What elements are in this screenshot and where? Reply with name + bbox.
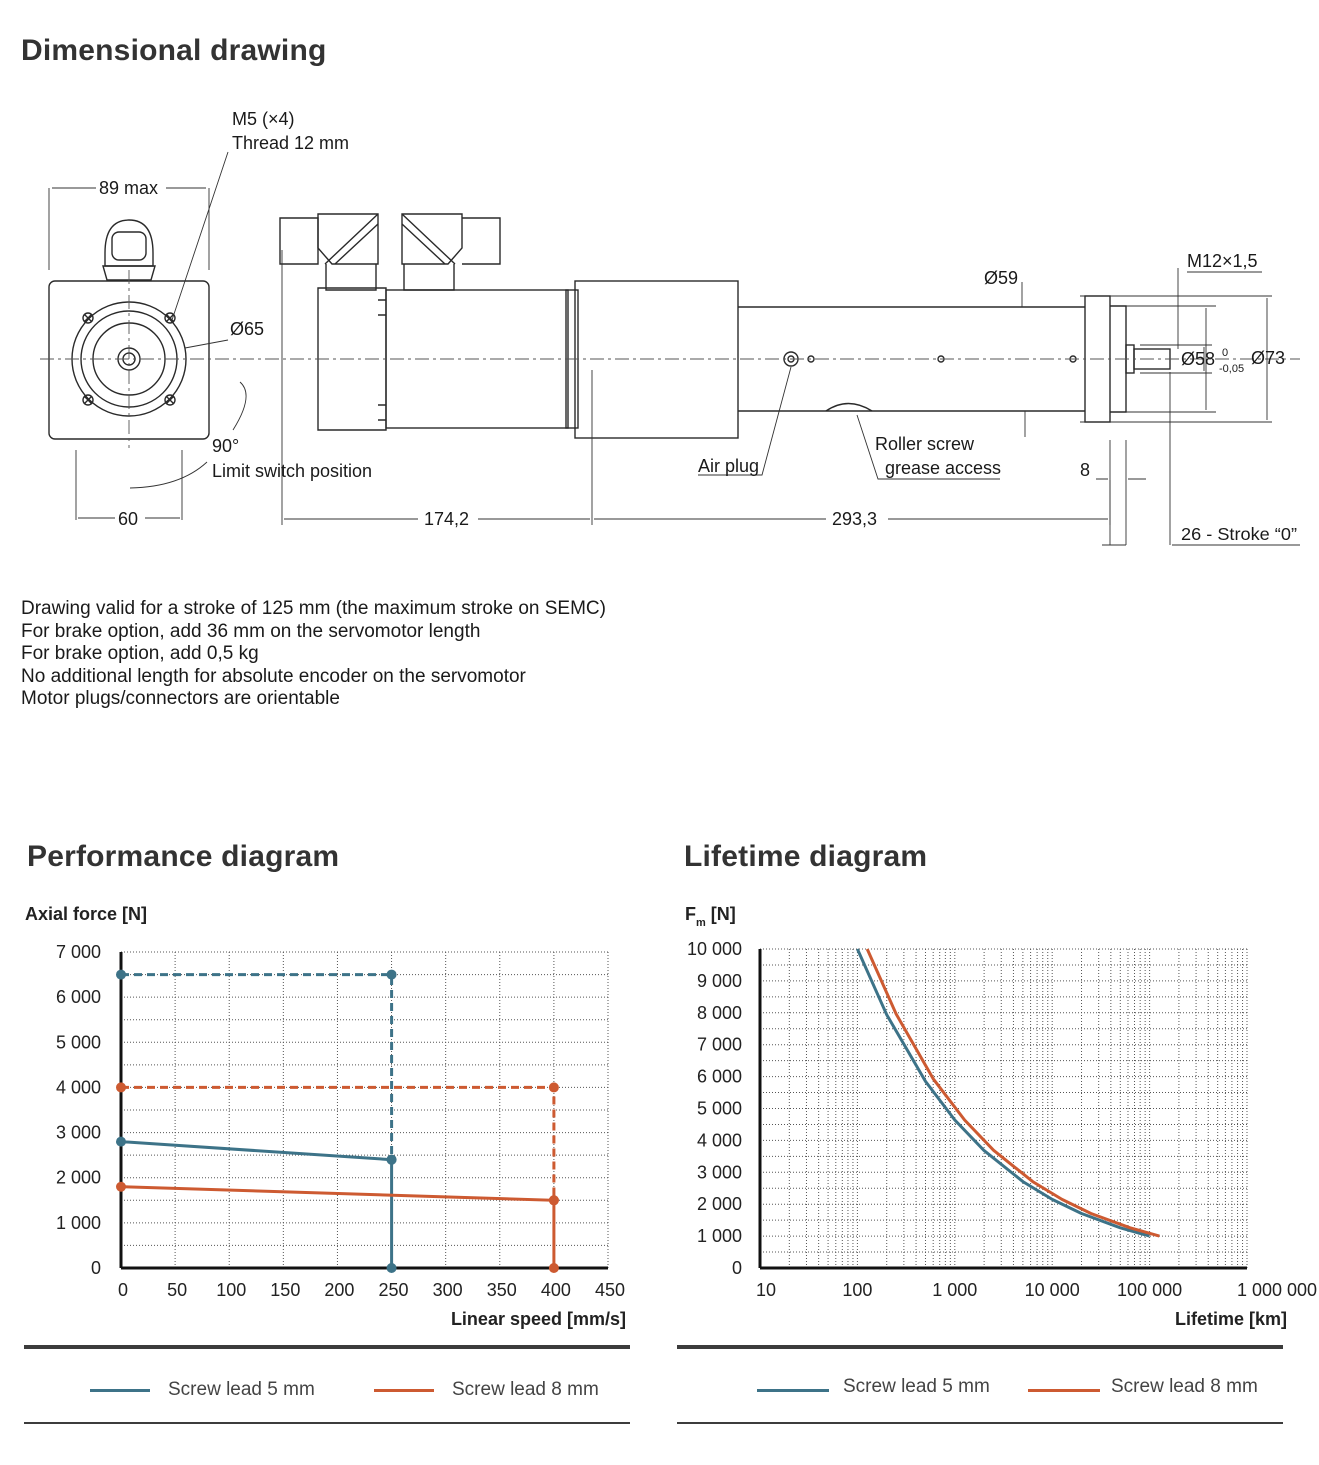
label-tol-upper: 0 [1222,347,1229,359]
series-line [121,1142,392,1268]
data-point [387,1155,397,1165]
label-dia59: Ø59 [984,268,1019,288]
lifetime-chart [660,890,1319,1340]
x-tick-label: 10 000 [1024,1280,1080,1300]
y-tick-label: 8 000 [696,1002,742,1023]
y-tick-label: 5 000 [55,1032,101,1053]
y-tick-label: 0 [731,1258,742,1278]
perf-legend-top-rule [24,1345,630,1349]
legend-label-lead5: Screw lead 5 mm [843,1376,990,1397]
label-dim174: 174,2 [424,509,470,529]
perf-legend-bottom-rule [24,1422,630,1424]
label-tol-lower: -0,05 [1219,363,1245,375]
data-point [116,970,126,980]
heading-performance: Performance diagram [27,840,340,873]
label-dia65: Ø65 [230,319,265,339]
x-tick-label: 1 000 000 [1236,1280,1318,1300]
x-axis-title: Lifetime [km] [1174,1309,1287,1329]
note-line: For brake option, add 0,5 kg [21,643,259,665]
x-tick-label: 150 [270,1280,301,1300]
label-stroke: 26 - Stroke “0” [1181,524,1298,544]
y-tick-label: 4 000 [696,1130,742,1151]
data-point [116,1137,126,1147]
y-tick-label: 5 000 [696,1098,742,1119]
y-tick-label: 10 000 [686,939,742,959]
x-axis-title: Linear speed [mm/s] [450,1309,626,1329]
data-point [549,1263,559,1273]
data-point [387,970,397,980]
y-axis-title: Axial force [N] [25,904,148,924]
legend-label-lead8: Screw lead 8 mm [1111,1376,1258,1397]
label-dia58: Ø58 [1181,349,1216,369]
legend-label-lead8: Screw lead 8 mm [452,1379,599,1400]
life-legend-top-rule [677,1345,1283,1349]
legend-swatch-lead5 [757,1389,829,1392]
legend-label-lead5: Screw lead 5 mm [168,1379,315,1400]
x-tick-label: 10 [755,1280,777,1300]
drawing-notes [21,598,606,711]
series-line [121,975,392,1160]
data-point [549,1082,559,1092]
data-point [549,1195,559,1205]
label-dim60: 60 [118,509,139,529]
note-line: Drawing valid for a stroke of 125 mm (the maximum stroke on SEMC) [21,598,606,619]
data-point [116,1182,126,1192]
y-tick-label: 2 000 [696,1194,742,1215]
y-tick-label: 0 [90,1258,101,1278]
y-tick-label: 3 000 [696,1162,742,1183]
x-tick-label: 0 [117,1280,129,1300]
label-dia73: Ø73 [1251,348,1286,368]
y-tick-label: 7 000 [696,1034,742,1055]
heading-dimensional: Dimensional drawing [21,34,327,67]
label-m12: M12×1,5 [1187,251,1258,271]
y-tick-label: 1 000 [55,1212,101,1233]
y-tick-label: 6 000 [696,1066,742,1087]
x-tick-label: 100 [842,1280,873,1300]
x-tick-label: 100 [216,1280,247,1300]
x-tick-label: 50 [167,1280,188,1300]
x-tick-label: 250 [378,1280,409,1300]
x-tick-label: 400 [540,1280,571,1300]
data-point [387,1263,397,1273]
label-thread-a: M5 (×4) [232,109,295,129]
life-legend-bottom-rule [677,1422,1283,1424]
y-tick-label: 4 000 [55,1077,101,1098]
label-angle: 90° [212,436,240,456]
label-limit-switch: Limit switch position [212,461,373,481]
heading-lifetime: Lifetime diagram [684,840,928,873]
data-point [116,1082,126,1092]
y-tick-label: 1 000 [696,1226,742,1247]
x-tick-label: 100 000 [1117,1280,1183,1300]
y-tick-label: 9 000 [696,970,742,991]
label-width-max: 89 max [99,178,159,198]
performance-chart [0,890,650,1340]
note-line: No additional length for absolute encoder on the servomotor [21,665,526,687]
y-tick-label: 7 000 [55,942,101,962]
x-tick-label: 450 [594,1280,626,1300]
x-tick-label: 1 000 [932,1280,978,1300]
y-tick-label: 2 000 [55,1167,101,1188]
label-roller-b: grease access [885,458,1002,478]
note-line: For brake option, add 36 mm on the servomotor length [21,620,481,642]
label-dim293: 293,3 [832,509,878,529]
legend-swatch-lead8 [374,1389,434,1392]
dimensional-drawing [0,90,1319,560]
series-line [867,949,1159,1236]
y-axis-title: $F_m$ [N] [685,904,736,929]
label-air-plug: Air plug [698,456,760,476]
x-tick-label: 300 [432,1280,463,1300]
legend-swatch-lead5 [90,1389,150,1392]
label-thread-b: Thread 12 mm [232,133,350,153]
label-roller-a: Roller screw [875,434,975,454]
x-tick-label: 200 [324,1280,355,1300]
note-line: Motor plugs/connectors are orientable [21,688,340,710]
y-tick-label: 6 000 [55,987,101,1008]
label-dim8: 8 [1080,460,1091,480]
x-tick-label: 350 [486,1280,517,1300]
legend-swatch-lead8 [1028,1389,1100,1392]
y-tick-label: 3 000 [55,1122,101,1143]
